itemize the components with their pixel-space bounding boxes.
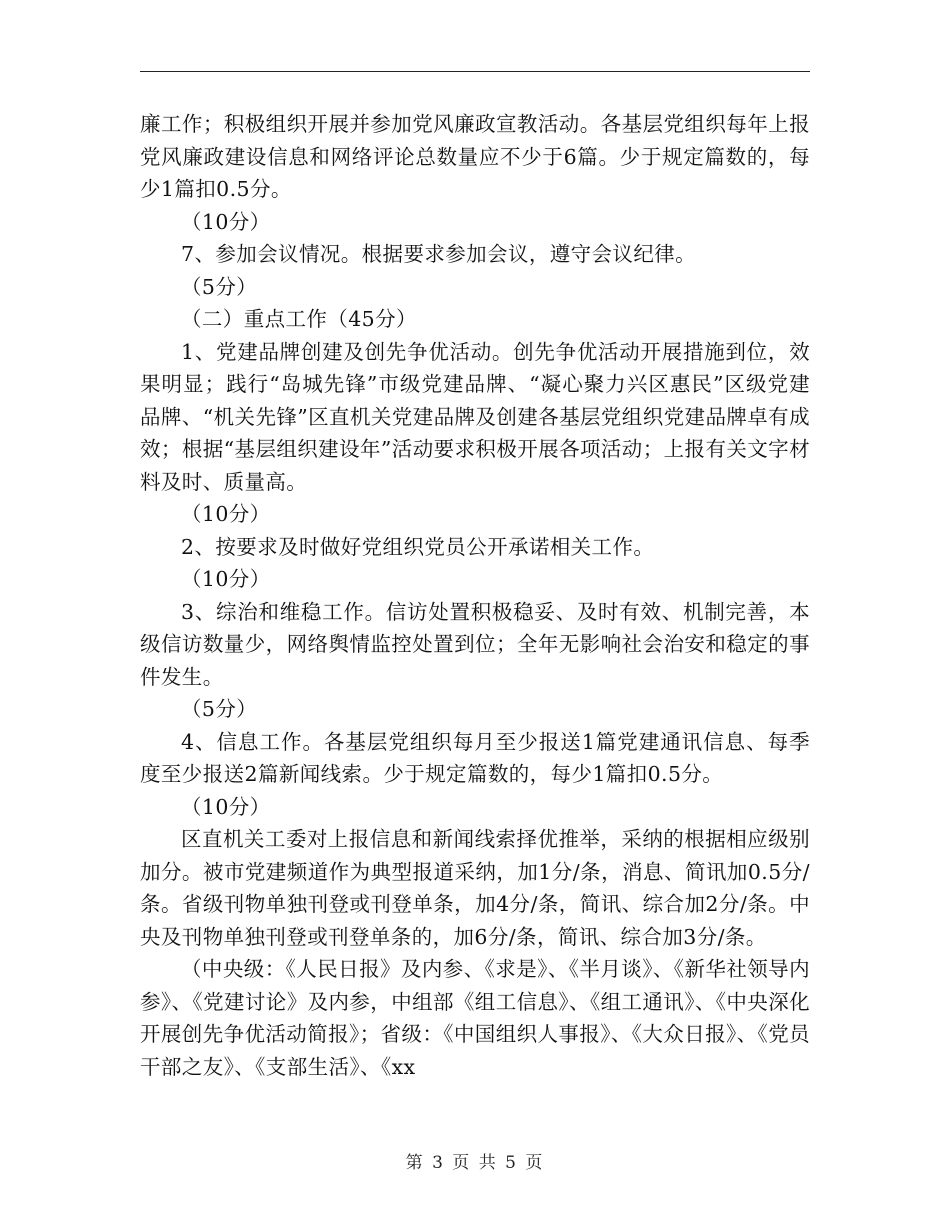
paragraph: 2、按要求及时做好党组织党员公开承诺相关工作。 xyxy=(181,534,655,559)
paragraph: 区直机关工委对上报信息和新闻线索择优推举，采纳的根据相应级别加分。被市党建频道作为典型报道采纳，加1分/条，消息、简讯加0.5分/条。省级刊物单独刊登或刊登单条，加4分/条，简讯、综合加2分/条。中央及刊物单独刊登或刊登单条的，加6分/条，简讯、综合加3分/条。 xyxy=(140,827,810,949)
paragraph-score: （5分） xyxy=(181,274,258,299)
paragraph-score: （10分） xyxy=(181,794,271,819)
paragraph: 3、综治和维稳工作。信访处置积极稳妥、及时有效、机制完善，本级信访数量少，网络舆情监控处置到位；全年无影响社会治安和稳定的事件发生。 xyxy=(140,599,810,689)
paragraph: 7、参加会议情况。根据要求参加会议，遵守会议纪律。 xyxy=(181,242,697,266)
document-body xyxy=(140,108,810,1083)
paragraph-score: （5分） xyxy=(181,697,258,721)
paragraph-score: （10分） xyxy=(181,567,271,591)
header-rule xyxy=(140,71,810,72)
paragraph: 4、信息工作。各基层党组织每月至少报送1篇党建通讯信息、每季度至少报送2篇新闻线索。少于规定篇数的，每少1篇扣0.5分。 xyxy=(140,729,810,786)
paragraph-score: （10分） xyxy=(181,502,271,526)
page-number: 第 3 页 共 5 页 xyxy=(405,1153,545,1173)
paragraph: 1、党建品牌创建及创先争优活动。创先争优活动开展措施到位，效果明显；践行“岛城先锋”市级党建品牌、“凝心聚力兴区惠民”区级党建品牌、“机关先锋”区直机关党建品牌及创建各基层党组织党建品牌卓有成效；根据“基层组织建设年”活动要求积极开展各项活动；上报有关文字材料及时、质量高。 xyxy=(140,339,810,494)
paragraph: 廉工作；积极组织开展并参加党风廉政宣教活动。各基层党组织每年上报党风廉政建设信息和网络评论总数量应不少于6篇。少于规定篇数的，每少1篇扣0.5分。 xyxy=(140,112,810,201)
paragraph: （中央级：《人民日报》及内参、《求是》、《半月谈》、《新华社领导内参》、《党建讨论》及内参，中组部《组工信息》、《组工通讯》、《中央深化开展创先争优活动简报》；省级：《中国组织人事报》、《大众日报》、《党员干部之友》、《支部生活》、《xx xyxy=(140,957,810,1079)
section-heading: （二）重点工作（45分） xyxy=(181,307,417,331)
paragraph-score: （10分） xyxy=(181,209,271,234)
